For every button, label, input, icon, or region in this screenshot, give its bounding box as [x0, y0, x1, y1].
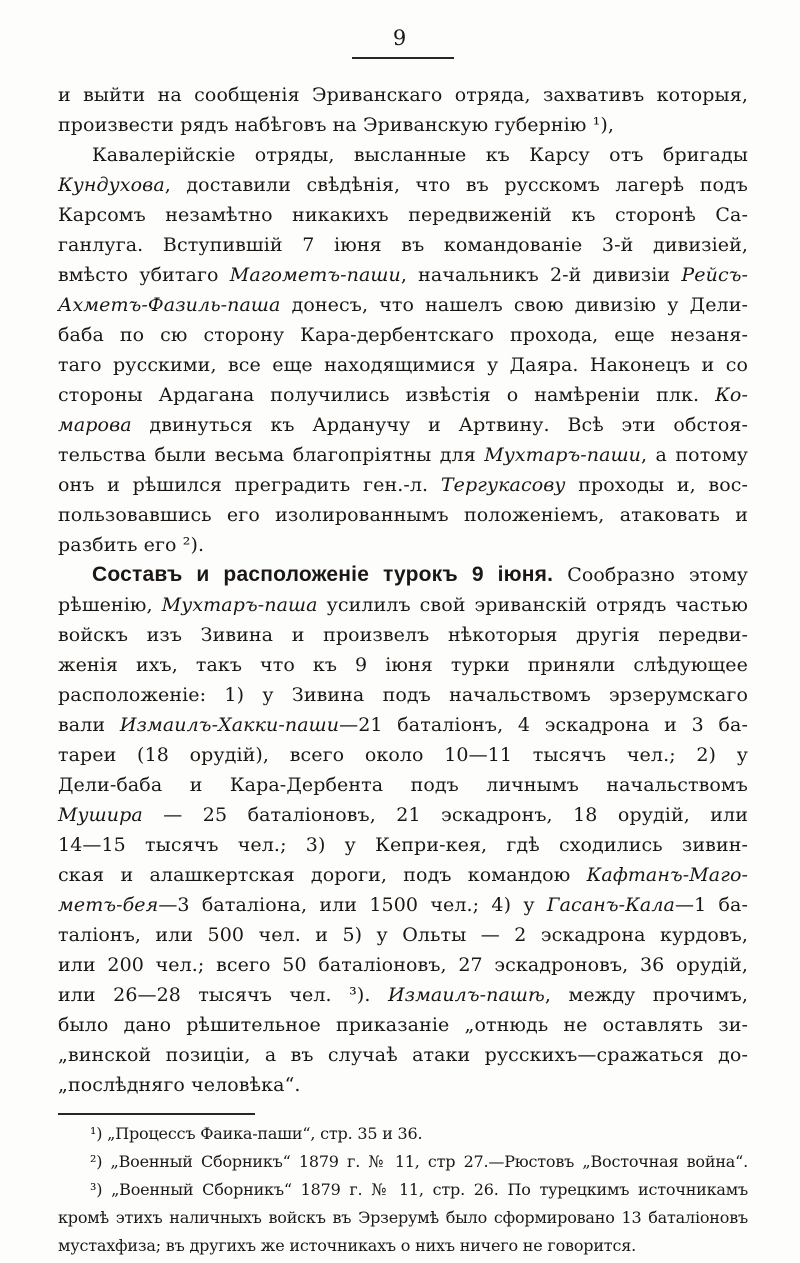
- text-run: женія ихъ, такъ что къ 9 іюня турки приняли слѣдующее: [58, 654, 748, 676]
- proper-name-italic: Гасанъ-Кала: [546, 894, 675, 916]
- proper-name-italic: Ко-: [715, 384, 748, 406]
- text-run: расположеніе: 1) у Зивина подъ начальствомъ эрзерумскаго: [58, 684, 748, 706]
- text-line: [58, 770, 748, 800]
- text-run: Сообразно этому: [553, 564, 748, 586]
- text-line: [58, 350, 748, 380]
- text-line: [58, 980, 748, 1010]
- text-line: [58, 260, 748, 290]
- proper-name-italic: Ахметъ-Фазиль-паша: [58, 294, 281, 316]
- text-run: ская и алашкертская дороги, подъ командою: [58, 864, 587, 886]
- text-line: [58, 620, 748, 650]
- text-line: [58, 740, 748, 770]
- text-line: [58, 1070, 748, 1100]
- proper-name-italic: Мухтаръ-паша: [161, 594, 318, 616]
- text-run: , доставили свѣдѣнія, что въ русскомъ лагерѣ подъ: [164, 174, 748, 196]
- text-run: вали: [58, 714, 120, 736]
- text-line: [58, 140, 748, 170]
- section-heading: Составъ и расположеніе турокъ 9 іюня.: [92, 563, 554, 586]
- text-line: [58, 530, 748, 560]
- text-line: [58, 650, 748, 680]
- footnote-line: [58, 1148, 748, 1176]
- text-run: двинуться къ Арданучу и Артвину. Всѣ эти обстоя-: [131, 414, 748, 436]
- footnote-line: [58, 1232, 748, 1260]
- proper-name-italic: Мухтаръ-паши: [484, 444, 641, 466]
- body-text: [58, 80, 748, 1100]
- text-line: [58, 830, 748, 860]
- text-run: ¹) „Процессъ Фаика-паши“, стр. 35 и 36.: [90, 1124, 423, 1143]
- text-run: тельства были весьма благопріятны для: [58, 444, 485, 466]
- text-line: [58, 890, 748, 920]
- text-run: „послѣдняго человѣка“.: [58, 1074, 301, 1096]
- text-run: было дано рѣшительное приказаніе „отнюдь не оставлять зи-: [58, 1014, 748, 1036]
- proper-name-italic: Рейсъ-: [681, 264, 748, 286]
- proper-name-italic: марова: [58, 414, 132, 436]
- footnote-separator-rule: [58, 1113, 255, 1115]
- text-line: [58, 860, 748, 890]
- proper-name-italic: Тергукасову: [440, 474, 566, 496]
- text-line: [58, 380, 748, 410]
- text-run: , между прочимъ,: [544, 984, 748, 1006]
- text-run: донесъ, что нашелъ свою дивизію у Дели-: [280, 294, 748, 316]
- text-run: проходы и, вос-: [565, 474, 748, 496]
- text-run: мустахфиза; въ другихъ же источникахъ о нихъ ничего не говорится.: [58, 1236, 636, 1255]
- text-run: 14—15 тысячъ чел.; 3) у Кепри-кея, гдѣ сходились зивин-: [58, 834, 748, 856]
- text-run: —21 баталіонъ, 4 эскадрона и 3 ба-: [339, 714, 748, 736]
- text-line: [58, 230, 748, 260]
- proper-name-italic: Кундухова: [58, 174, 165, 196]
- text-run: онъ и рѣшился преградить ген.-л.: [58, 474, 441, 496]
- proper-name-italic: Измаилъ-Хакки-паши: [119, 714, 340, 736]
- proper-name-italic: Мушира: [58, 804, 143, 826]
- text-run: баба по сю сторону Кара-дербентскаго прохода, еще незаня-: [58, 324, 748, 346]
- text-line: [58, 1010, 748, 1040]
- text-line: [58, 320, 748, 350]
- text-run: ²) „Военный Сборникъ“ 1879 г. № 11, стр 27.—Рюстовъ „Восточная война“.: [90, 1152, 748, 1171]
- page-number-rule: [352, 57, 454, 59]
- proper-name-italic: Магометъ-паши: [229, 264, 401, 286]
- text-run: произвести рядъ набѣговъ на Эриванскую губернію ¹),: [58, 114, 614, 136]
- page-number: 9: [392, 26, 408, 50]
- footnote-line: [58, 1176, 748, 1204]
- proper-name-italic: метъ-бея: [58, 894, 159, 916]
- text-line: [58, 290, 748, 320]
- text-run: ³) „Военный Сборникъ“ 1879 г. № 11, стр. 26. По турецкимъ источникамъ: [90, 1180, 748, 1199]
- text-run: или 200 чел.; всего 50 баталіоновъ, 27 эскадроновъ, 36 орудій,: [58, 954, 748, 976]
- text-line: [58, 200, 748, 230]
- text-run: Кавалерійскіе отряды, высланные къ Карсу отъ бригады: [92, 144, 748, 166]
- text-run: ганлуга. Вступившій 7 іюня въ командованіе 3-й дивизіей,: [58, 234, 748, 256]
- text-run: рѣшенію,: [58, 594, 162, 616]
- text-line: [58, 590, 748, 620]
- text-line: [58, 1040, 748, 1070]
- text-line: [58, 470, 748, 500]
- text-line: [58, 950, 748, 980]
- text-run: Карсомъ незамѣтно никакихъ передвиженій къ сторонѣ Са-: [58, 204, 748, 226]
- text-run: — 25 баталіоновъ, 21 эскадронъ, 18 орудій, или: [142, 804, 748, 826]
- text-line: [58, 800, 748, 830]
- footnote-line: [58, 1120, 748, 1148]
- proper-name-italic: Кафтанъ-Маго-: [586, 864, 748, 886]
- text-run: , начальникъ 2-й дивизіи: [400, 264, 682, 286]
- text-run: тареи (18 орудій), всего около 10—11 тысячъ чел.; 2) у: [58, 744, 748, 766]
- text-line: [58, 80, 748, 110]
- text-run: пользовавшись его изолированнымъ положеніемъ, атаковать и: [58, 504, 748, 526]
- text-run: и выйти на сообщенія Эриванскаго отряда, захвативъ которыя,: [58, 84, 748, 106]
- proper-name-italic: Измаилъ-пашѣ: [387, 984, 545, 1006]
- text-run: разбить его ²).: [58, 534, 205, 556]
- text-run: Дели-баба и Кара-Дербента подъ личнымъ начальствомъ: [58, 774, 748, 796]
- text-line: [58, 560, 748, 590]
- text-run: —3 баталіона, или 1500 чел.; 4) у: [158, 894, 547, 916]
- text-run: усилилъ свой эриванскій отрядъ частью: [317, 594, 748, 616]
- text-run: или 26—28 тысячъ чел. ³).: [58, 984, 388, 1006]
- text-line: [58, 920, 748, 950]
- text-line: [58, 710, 748, 740]
- text-run: таго русскими, все еще находящимися у Даяра. Наконецъ и со: [58, 354, 748, 376]
- text-line: [58, 680, 748, 710]
- text-run: „винской позиціи, а въ случаѣ атаки русскихъ—сражаться до-: [58, 1044, 748, 1066]
- text-line: [58, 170, 748, 200]
- footnotes: [58, 1120, 748, 1260]
- text-run: вмѣсто убитаго: [58, 264, 230, 286]
- text-line: [58, 440, 748, 470]
- text-line: [58, 410, 748, 440]
- text-run: кромѣ этихъ наличныхъ войскъ въ Эрзерумѣ было сформировано 13 баталіоновъ: [58, 1208, 748, 1227]
- footnote-line: [58, 1204, 748, 1232]
- text-run: , а потому: [641, 444, 749, 466]
- text-run: войскъ изъ Зивина и произвелъ нѣкоторыя другія передви-: [58, 624, 748, 646]
- text-line: [58, 500, 748, 530]
- text-run: —1 ба-: [674, 894, 749, 916]
- text-run: стороны Ардагана получились извѣстія о намѣреніи плк.: [58, 384, 716, 406]
- text-line: [58, 110, 748, 140]
- text-run: таліонъ, или 500 чел. и 5) у Ольты — 2 эскадрона курдовъ,: [58, 924, 748, 946]
